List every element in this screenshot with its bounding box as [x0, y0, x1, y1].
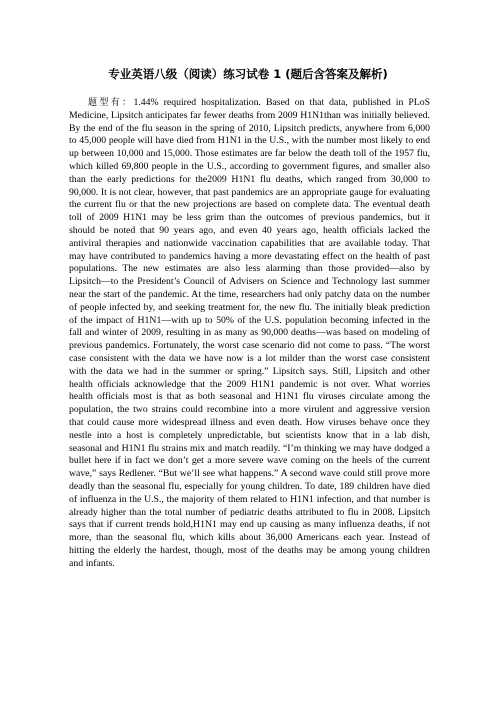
document-title: 专业英语八级（阅读）练习试卷 1 (题后含答案及解析)	[108, 67, 388, 81]
passage-body	[69, 97, 430, 570]
passage-text: 1.44% required hospitalization. Based on that data, published in PLoS Medicine, Lipsitch anticipates far fewer deaths from 2009 H1N1than was initially believed. By the end of the flu season in the spring of 2010, Lipsitch predicts, anywhere from 6,000 to 45,000 people will have died from H1N1 in the U.S., with the number most likely to end up between 10,000 and 15,000. Those estimates are far below the death toll of the 1957 flu, which killed 69,800 people in the U.S., according to government figures, and smaller also than the early predictions for the2009 H1N1 flu deaths, which ranged from 30,000 to 90,000. It is not clear, however, that past pandemics are an appropriate gauge for evaluating the current flu or that the new projections are based on complete data. The eventual death toll of 2009 H1N1 may be less grim than the outcomes of previous pandemics, but it should be noted that 90 years ago, and even 40 years ago, health officials lacked the antiviral therapies and nationwide vaccination capabilities that are available today. That may have contributed to pandemics having a more devastating effect on the health of past populations. The new estimates are also less alarming than those provided—also by Lipsitch—to the President’s Council of Advisers on Science and Technology last summer near the start of the pandemic. At the time, researchers had only patchy data on the number of people infected by, and seeking treatment for, the new flu. The initially bleak prediction of the impact of H1N1—with up to 50% of the U.S. population becoming infected in the fall and winter of 2009, resulting in as many as 90,000 deaths—was based on modeling of previous pandemics. Fortunately, the worst case scenario did not come to pass. “The worst case consistent with the data we have now is a lot milder than the worst case consistent with the data we had in the summer or spring.” Lipsitch says. Still, Lipsitch and other health officials acknowledge that the 2009 H1N1 pandemic is not over. What worries health officials most is that as both seasonal and H1N1 flu viruses circulate among the population, the two strains could recombine into a more virulent and aggressive version that could cause more widespread illness and even death. How viruses behave once they nestle into a host is completely unpredictable, but scientists know that in a lab dish, seasonal and H1N1 flu strains mix and match readily. “I’m thinking we may have dodged a bullet here if in fact we don’t get a more severe wave coming on the heels of the current wave,” says Redlener. “But we’ll see what happens.” A second wave could still prove more deadly than the seasonal flu, especially for young children. To date, 189 children have died of influenza in the U.S., the majority of them related to H1N1 infection, and that number is already higher than the total number of pediatric deaths attributed to flu in 2008. Lipsitch says that if current trends hold,H1N1 may end up causing as many influenza deaths, if not more, than the seasonal flu, which kills about 36,000 Americans each year. Instead of hitting the elderly the hardest, though, most of the deaths may be among young children and infants.	[69, 97, 430, 569]
question-type-label: 题型有：	[88, 98, 134, 108]
